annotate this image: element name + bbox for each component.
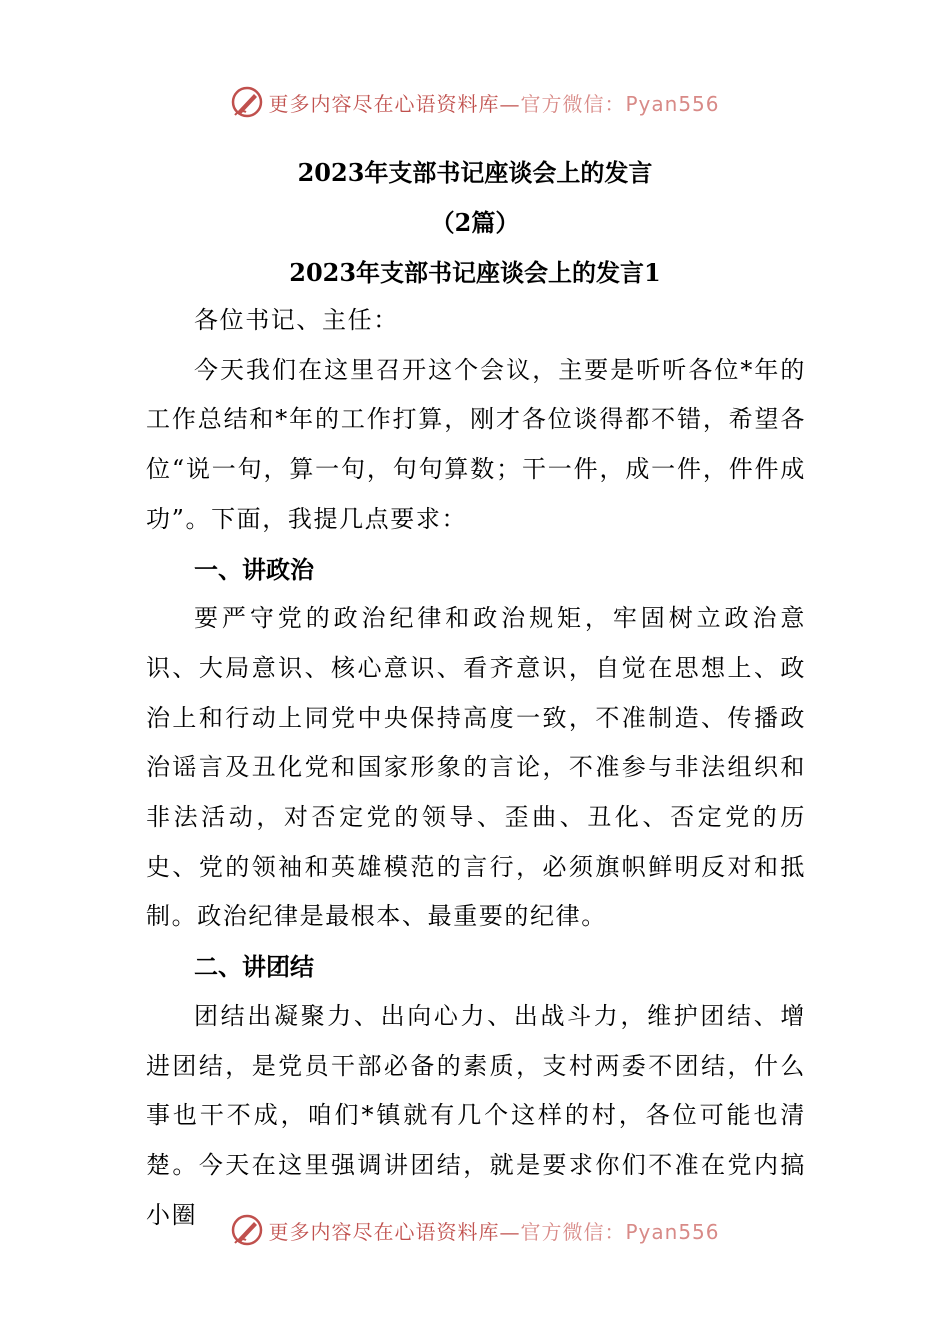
pen-logo-icon: [230, 85, 264, 119]
section-title: 2023年支部书记座谈会上的发言1: [289, 258, 661, 287]
pen-logo-icon: [230, 1213, 264, 1247]
unity-paragraph: 团结出凝聚力、出向心力、出战斗力，维护团结、增进团结，是党员干部必备的素质，支村两委不团结，什么事也干不成，咱们*镇就有几个这样的村，各位可能也清楚。今天在这里强调讲团结，就是要求你们不准在党内搞小圈: [146, 1001, 806, 1229]
document-body: [146, 296, 806, 1240]
watermark-text: 更多内容尽在心语资料库—官方微信：Pyan556: [268, 91, 720, 116]
intro-paragraph: 今天我们在这里召开这个会议，主要是听听各位*年的工作总结和*年的工作打算，刚才各位谈得都不错，希望各位“说一句，算一句，句句算数；干一件，成一件，件件成功”。下面，我提几点要求：: [146, 355, 806, 533]
watermark-banner-top: [0, 82, 950, 122]
document-title: 2023年支部书记座谈会上的发言: [297, 158, 653, 187]
heading-politics: 一、讲政治: [194, 554, 314, 584]
salutation: 各位书记、主任：: [194, 306, 399, 334]
document-subtitle: （2篇）: [430, 208, 520, 237]
heading-unity: 二、讲团结: [194, 952, 314, 982]
watermark-text: 更多内容尽在心语资料库—官方微信：Pyan556: [268, 1219, 720, 1244]
watermark-banner-bottom: [0, 1210, 950, 1250]
politics-paragraph: 要严守党的政治纪律和政治规矩，牢固树立政治意识、大局意识、核心意识、看齐意识，自觉在思想上、政治上和行动上同党中央保持高度一致，不准制造、传播政治谣言及丑化党和国家形象的言论，不准参与非法组织和非法活动，对否定党的领导、歪曲、丑化、否定党的历史、党的领袖和英雄模范的言行，必须旗帜鲜明反对和抵制。政治纪律是最根本、最重要的纪律。: [146, 604, 806, 931]
